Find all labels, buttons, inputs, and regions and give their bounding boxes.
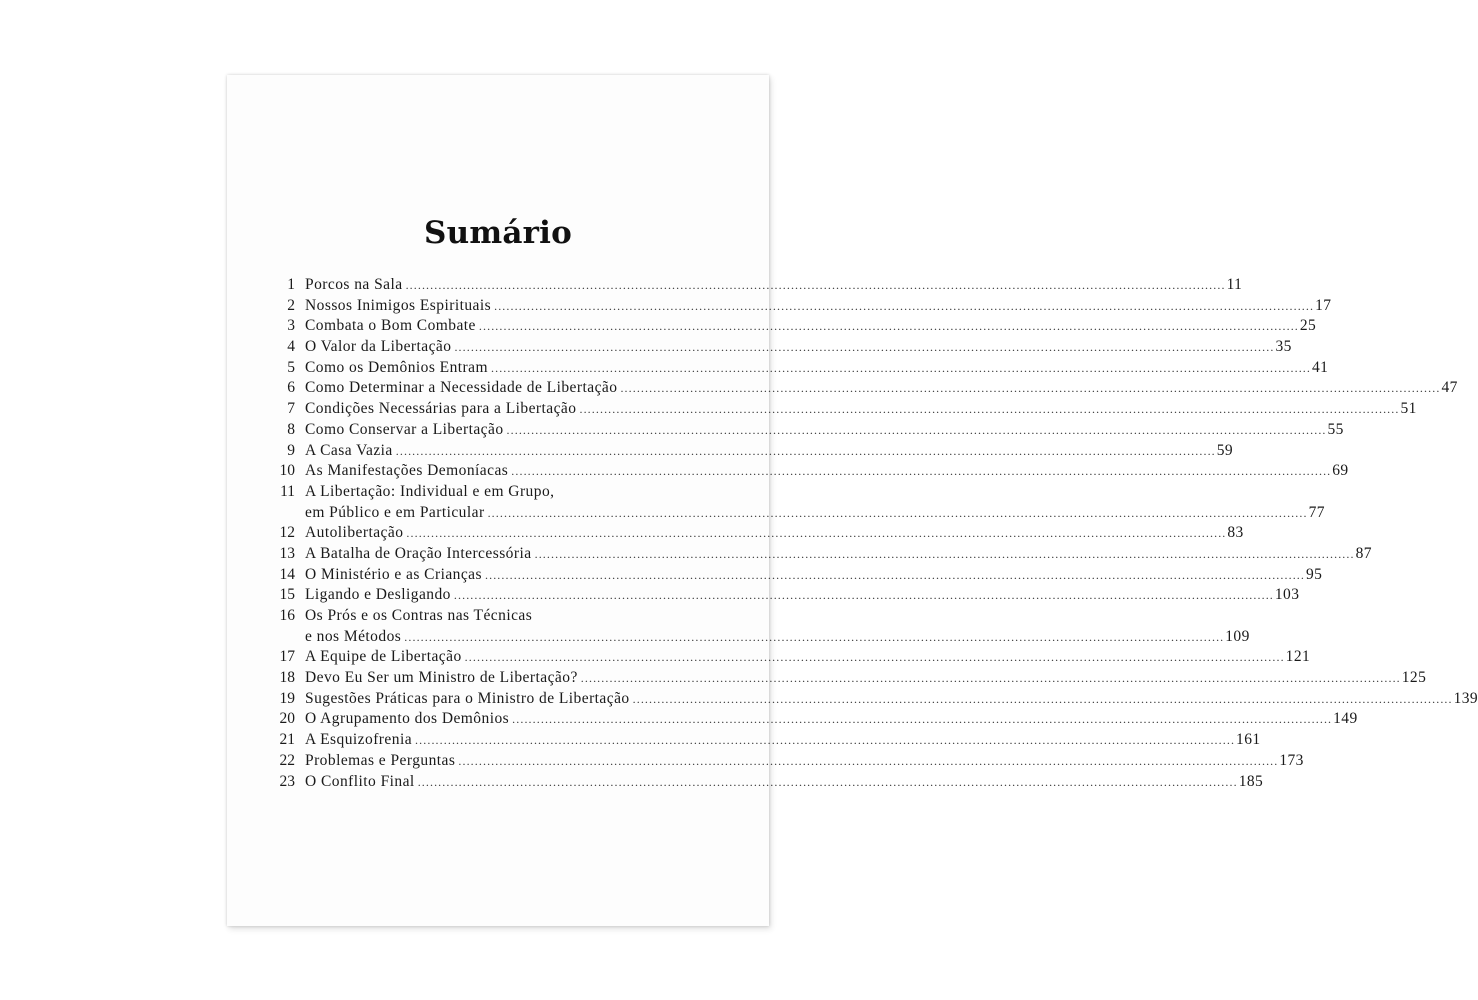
toc-entry xyxy=(277,420,1344,441)
page-number: 125 xyxy=(1401,669,1427,687)
page-number: 185 xyxy=(1238,772,1264,790)
toc-entry xyxy=(277,461,1349,482)
toc-entry xyxy=(277,709,1358,730)
chapter-number: 6 xyxy=(287,379,295,397)
page-number: 87 xyxy=(1355,544,1372,562)
chapter-number: 8 xyxy=(287,420,295,438)
chapter-number: 21 xyxy=(279,731,295,749)
dot-leader: ........................................................................................................................................................................................................ xyxy=(478,319,1299,334)
chapter-title: Problemas e Perguntas xyxy=(305,751,457,772)
toc-entry xyxy=(277,668,1427,689)
dot-leader: ........................................................................................................................................................................................................ xyxy=(405,278,1226,292)
chapter-title: A Casa Vazia xyxy=(305,441,395,462)
page-number: 51 xyxy=(1400,400,1417,418)
page-number: 69 xyxy=(1332,462,1349,480)
chapter-number: 18 xyxy=(279,669,295,687)
dot-leader: ........................................................................................................................................................................................................ xyxy=(454,340,1275,355)
page-number: 41 xyxy=(1312,358,1329,376)
chapter-number: 3 xyxy=(287,317,295,335)
chapter-number: 1 xyxy=(287,276,295,293)
toc-entry xyxy=(277,337,1292,358)
chapter-number: 9 xyxy=(287,441,295,459)
toc-entry xyxy=(277,358,1329,379)
toc-entry xyxy=(277,399,1417,420)
chapter-title: Sugestões Práticas para o Ministro de Libertação xyxy=(305,689,632,710)
dot-leader: ........................................................................................................................................................................................................ xyxy=(458,753,1279,768)
toc-entry xyxy=(277,689,1478,710)
dot-leader: ........................................................................................................................................................................................................ xyxy=(417,774,1238,789)
chapter-number: 22 xyxy=(279,751,295,769)
dot-leader: ........................................................................................................................................................................................................ xyxy=(404,629,1225,644)
chapter-title: Combata o Bom Combate xyxy=(305,316,478,337)
chapter-title: Condições Necessárias para a Libertação xyxy=(305,399,578,420)
chapter-title: A Batalha de Oração Intercessória xyxy=(305,544,534,565)
toc-entry xyxy=(277,296,1332,317)
chapter-number: 5 xyxy=(287,358,295,376)
chapter-number: 13 xyxy=(279,544,295,562)
dot-leader: ........................................................................................................................................................................................................ xyxy=(620,381,1441,396)
dot-leader: ........................................................................................................................................................................................................ xyxy=(487,505,1308,520)
toc-entry xyxy=(277,523,1244,544)
toc-entry xyxy=(277,378,1458,399)
page-number: 149 xyxy=(1333,710,1358,728)
chapter-title: A Esquizofrenia xyxy=(305,730,414,751)
dot-leader: ........................................................................................................................................................................................................ xyxy=(494,298,1315,313)
toc-entry xyxy=(277,606,711,627)
toc-entry xyxy=(277,585,1300,606)
page-number: 11 xyxy=(1226,276,1243,293)
page-number: 77 xyxy=(1308,503,1325,521)
toc-entry xyxy=(277,316,1317,337)
chapter-title-continuation: em Público e em Particular xyxy=(305,503,487,524)
table-of-contents xyxy=(277,275,1478,792)
dot-leader: ........................................................................................................................................................................................................ xyxy=(453,588,1274,603)
chapter-number: 16 xyxy=(279,607,295,624)
chapter-number: 19 xyxy=(279,689,295,707)
chapter-title: O Agrupamento dos Demônios xyxy=(305,709,511,730)
chapter-title: A Equipe de Libertação xyxy=(305,647,464,668)
toc-entry-continuation xyxy=(277,627,1250,648)
chapter-title: Ligando e Desligando xyxy=(305,585,453,606)
chapter-title: A Libertação: Individual e em Grupo, xyxy=(305,482,557,503)
chapter-title: Autolibertação xyxy=(305,523,405,544)
dot-leader: ........................................................................................................................................................................................................ xyxy=(406,526,1227,541)
chapter-title: Como Determinar a Necessidade de Libertação xyxy=(305,378,619,399)
chapter-title: Devo Eu Ser um Ministro de Libertação? xyxy=(305,668,580,689)
page-number: 161 xyxy=(1236,731,1261,749)
chapter-number: 17 xyxy=(279,648,295,666)
toc-entry xyxy=(277,275,1243,296)
toc-entry xyxy=(277,751,1304,772)
page-number: 121 xyxy=(1285,648,1311,666)
chapter-title: Os Prós e os Contras nas Técnicas xyxy=(305,606,534,627)
chapter-title: O Ministério e as Crianças xyxy=(305,565,484,586)
toc-entry xyxy=(277,772,1264,793)
page-number: 47 xyxy=(1441,379,1458,397)
chapter-title: O Valor da Libertação xyxy=(305,337,453,358)
chapter-number: 2 xyxy=(287,296,295,314)
toc-entry xyxy=(277,730,1261,751)
page-number: 17 xyxy=(1315,296,1332,314)
chapter-number: 20 xyxy=(279,710,295,728)
chapter-title: Como Conservar a Libertação xyxy=(305,420,506,441)
chapter-number: 14 xyxy=(279,565,295,583)
chapter-number: 10 xyxy=(279,462,295,480)
book-page xyxy=(227,75,1478,926)
page-number: 35 xyxy=(1275,338,1292,356)
chapter-number: 11 xyxy=(280,482,295,500)
page-number: 173 xyxy=(1279,751,1304,769)
chapter-title: Como os Demônios Entram xyxy=(305,358,490,379)
dot-leader: ........................................................................................................................................................................................................ xyxy=(580,671,1401,686)
chapter-number: 15 xyxy=(279,586,295,604)
toc-entry xyxy=(277,441,1234,462)
dot-leader: ........................................................................................................................................................................................................ xyxy=(485,567,1305,582)
page-number: 95 xyxy=(1306,565,1323,583)
chapter-title: Nossos Inimigos Espirituais xyxy=(305,296,493,317)
page-number: 109 xyxy=(1225,627,1250,645)
dot-leader: ........................................................................................................................................................................................................ xyxy=(506,422,1327,437)
page-number: 55 xyxy=(1327,420,1344,438)
dot-leader: ........................................................................................................................................................................................................ xyxy=(395,443,1216,458)
dot-leader: ........................................................................................................................................................................................................ xyxy=(491,360,1311,375)
page-number: 25 xyxy=(1299,317,1317,335)
chapter-number: 12 xyxy=(279,524,295,542)
chapter-number: 4 xyxy=(287,338,295,356)
page-number: 59 xyxy=(1216,441,1234,459)
toc-entry xyxy=(277,647,1311,668)
dot-leader: ........................................................................................................................................................................................................ xyxy=(415,733,1236,748)
chapter-title: Porcos na Sala xyxy=(305,275,405,296)
dot-leader: ........................................................................................................................................................................................................ xyxy=(579,402,1400,417)
toc-entry xyxy=(277,544,1372,565)
dot-leader: ........................................................................................................................................................................................................ xyxy=(511,464,1332,479)
chapter-title-continuation: e nos Métodos xyxy=(305,627,403,648)
page-title: Sumário xyxy=(424,215,572,251)
page-number: 83 xyxy=(1227,524,1244,542)
chapter-title: As Manifestações Demoníacas xyxy=(305,461,510,482)
page-number: 139 xyxy=(1453,689,1478,707)
dot-leader: ........................................................................................................................................................................................................ xyxy=(464,650,1285,665)
dot-leader: ........................................................................................................................................................................................................ xyxy=(512,712,1333,727)
dot-leader: ........................................................................................................................................................................................................ xyxy=(534,546,1355,561)
chapter-number: 7 xyxy=(287,400,295,418)
chapter-title: O Conflito Final xyxy=(305,772,417,793)
dot-leader: ........................................................................................................................................................................................................ xyxy=(632,691,1453,706)
page-number: 103 xyxy=(1274,586,1300,604)
toc-entry xyxy=(277,565,1323,586)
toc-entry xyxy=(277,482,711,503)
toc-entry-continuation xyxy=(277,503,1325,524)
chapter-number: 23 xyxy=(279,772,295,790)
